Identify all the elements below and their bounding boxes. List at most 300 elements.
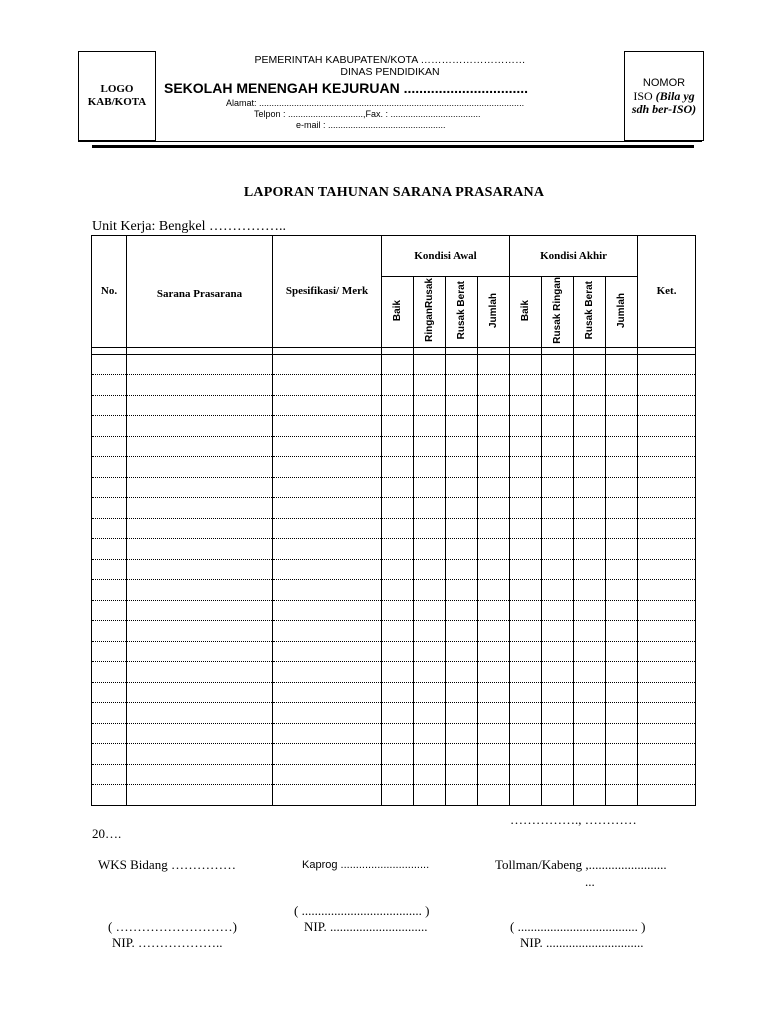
table-cell [127, 477, 273, 498]
table-cell [638, 785, 696, 806]
table-cell [542, 580, 574, 601]
table-cell [638, 498, 696, 519]
report-title: LAPORAN TAHUNAN SARANA PRASARANA [243, 185, 545, 200]
table-cell [638, 662, 696, 683]
year-line: 20…. [92, 826, 122, 841]
table-cell [606, 744, 638, 765]
table-cell [574, 662, 606, 683]
unit-kerja-label: Unit Kerja: Bengkel …………….. [92, 219, 287, 234]
table-cell [127, 785, 273, 806]
table-cell [478, 703, 510, 724]
table-cell [606, 375, 638, 396]
table-cell [510, 559, 542, 580]
table-cell [446, 559, 478, 580]
table-cell [606, 703, 638, 724]
table-cell [510, 785, 542, 806]
table-cell [414, 703, 446, 724]
kaprog-label: Kaprog ............................. [302, 859, 430, 871]
table-cell [127, 559, 273, 580]
iso-number-box [624, 51, 704, 141]
table-body [92, 347, 696, 805]
table-cell [510, 457, 542, 478]
table-cell [542, 723, 574, 744]
table-cell [510, 621, 542, 642]
table-cell [127, 457, 273, 478]
table-cell [542, 395, 574, 416]
email-line: e-mail : ............................................... [296, 120, 446, 130]
table-cell [606, 354, 638, 375]
table-cell [606, 457, 638, 478]
table-cell [127, 621, 273, 642]
table-row [92, 477, 696, 498]
table-cell [510, 518, 542, 539]
table-cell [92, 785, 127, 806]
table-cell [127, 723, 273, 744]
table-cell [273, 498, 382, 519]
table-row [92, 764, 696, 785]
table-row [92, 744, 696, 765]
table-cell [273, 539, 382, 560]
table-cell [414, 436, 446, 457]
table-row [92, 416, 696, 437]
table-cell [273, 600, 382, 621]
header-rule-thin [78, 141, 702, 142]
table-cell [414, 641, 446, 662]
table-cell [574, 375, 606, 396]
table-cell [478, 498, 510, 519]
table-cell [414, 559, 446, 580]
table-cell [382, 621, 414, 642]
table-cell [92, 518, 127, 539]
table-cell [606, 477, 638, 498]
table-cell [542, 764, 574, 785]
table-cell [92, 477, 127, 498]
table-cell [542, 703, 574, 724]
table-cell [92, 641, 127, 662]
table-cell [478, 375, 510, 396]
table-cell [446, 436, 478, 457]
department-line: DINAS PENDIDIKAN [340, 66, 440, 78]
table-cell [446, 395, 478, 416]
table-cell [478, 764, 510, 785]
table-cell [382, 498, 414, 519]
table-cell [542, 559, 574, 580]
table-cell [510, 539, 542, 560]
government-line: PEMERINTAH KABUPATEN/KOTA ………………………… [254, 54, 526, 66]
table-cell [446, 662, 478, 683]
signature-mid-paren: ( ..................................... ) [294, 903, 430, 918]
table-cell [606, 682, 638, 703]
table-cell [92, 416, 127, 437]
header-akhir-rusak-berat: Rusak Berat [574, 277, 606, 348]
table-cell [478, 539, 510, 560]
header-spesifikasi: Spesifikasi/ Merk [273, 236, 382, 348]
header-sarana: Sarana Prasarana [127, 236, 273, 348]
table-cell [446, 375, 478, 396]
table-cell [92, 703, 127, 724]
table-cell [542, 682, 574, 703]
table-cell [574, 641, 606, 662]
table-cell [574, 703, 606, 724]
table-cell [273, 682, 382, 703]
table-cell [273, 662, 382, 683]
table-cell [446, 764, 478, 785]
table-cell [606, 641, 638, 662]
table-cell [638, 600, 696, 621]
table-cell [478, 518, 510, 539]
table-cell [542, 662, 574, 683]
table-cell [510, 354, 542, 375]
nip-left: NIP. ……………….. [112, 935, 223, 950]
table-cell [127, 416, 273, 437]
table-cell [574, 559, 606, 580]
table-cell [446, 354, 478, 375]
header-no: No. [92, 236, 127, 348]
table-cell [478, 662, 510, 683]
table-cell [382, 723, 414, 744]
table-row [92, 641, 696, 662]
table-cell [510, 395, 542, 416]
table-cell [446, 498, 478, 519]
table-cell [273, 764, 382, 785]
table-cell [478, 416, 510, 437]
table-cell [92, 764, 127, 785]
table-cell [414, 621, 446, 642]
table-cell [478, 395, 510, 416]
table-cell [606, 498, 638, 519]
table-cell [606, 785, 638, 806]
table-cell [606, 395, 638, 416]
table-cell [638, 395, 696, 416]
table-cell [574, 518, 606, 539]
table-cell [638, 416, 696, 437]
table-cell [574, 580, 606, 601]
table-cell [478, 580, 510, 601]
table-cell [382, 662, 414, 683]
table-cell [92, 395, 127, 416]
table-cell [446, 703, 478, 724]
table-cell [606, 559, 638, 580]
table-row [92, 498, 696, 519]
table-cell [127, 395, 273, 416]
table-cell [382, 764, 414, 785]
table-cell [638, 764, 696, 785]
table-cell [606, 580, 638, 601]
table-cell [638, 436, 696, 457]
table-cell [510, 375, 542, 396]
table-cell [542, 621, 574, 642]
table-cell [92, 662, 127, 683]
table-cell [414, 416, 446, 437]
table-cell [478, 744, 510, 765]
table-cell [574, 477, 606, 498]
table-cell [638, 518, 696, 539]
table-cell [273, 559, 382, 580]
table-cell [414, 682, 446, 703]
table-cell [382, 354, 414, 375]
header-rule-thick [92, 145, 694, 148]
table-cell [92, 457, 127, 478]
table-cell [574, 682, 606, 703]
table-cell [638, 457, 696, 478]
table-cell [574, 764, 606, 785]
table-cell [446, 723, 478, 744]
table-cell [510, 436, 542, 457]
table-cell [273, 477, 382, 498]
table-cell [127, 354, 273, 375]
table-cell [638, 580, 696, 601]
table-cell [273, 723, 382, 744]
table-cell [127, 641, 273, 662]
table-cell [446, 785, 478, 806]
table-cell [127, 518, 273, 539]
table-cell [414, 723, 446, 744]
table-cell [414, 744, 446, 765]
table-cell [414, 518, 446, 539]
table-cell [273, 580, 382, 601]
table-cell [542, 600, 574, 621]
table-cell [638, 354, 696, 375]
table-cell [574, 723, 606, 744]
table-cell [446, 641, 478, 662]
table-cell [510, 764, 542, 785]
table-cell [414, 600, 446, 621]
table-cell [127, 703, 273, 724]
table-cell [638, 375, 696, 396]
school-name: SEKOLAH MENENGAH KEJURUAN ................................ [164, 80, 529, 96]
table-cell [542, 744, 574, 765]
table-cell [542, 477, 574, 498]
table-row [92, 785, 696, 806]
table-cell [127, 436, 273, 457]
header-awal-jumlah: Jumlah [478, 277, 510, 348]
table-cell [127, 764, 273, 785]
nip-mid: NIP. .............................. [304, 919, 428, 934]
table-cell [414, 354, 446, 375]
table-cell [382, 518, 414, 539]
inventory-table [91, 235, 696, 806]
table-cell [478, 621, 510, 642]
table-cell [478, 785, 510, 806]
table-cell [542, 436, 574, 457]
header-awal-baik: Baik [382, 277, 414, 348]
table-cell [574, 498, 606, 519]
table-cell [478, 641, 510, 662]
table-cell [273, 703, 382, 724]
table-cell [92, 436, 127, 457]
table-cell [478, 723, 510, 744]
table-cell [510, 641, 542, 662]
table-cell [382, 744, 414, 765]
table-cell [273, 436, 382, 457]
iso-note-2: sdh ber-ISO) [631, 101, 697, 116]
table-cell [382, 682, 414, 703]
table-cell [638, 641, 696, 662]
table-row [92, 621, 696, 642]
header-awal-ringan-rusak: RinganRusak [414, 277, 446, 348]
table-cell [574, 416, 606, 437]
header-awal-rusak-berat: Rusak Berat [446, 277, 478, 348]
table-cell [542, 785, 574, 806]
table-cell [542, 354, 574, 375]
table-row [92, 518, 696, 539]
phone-fax-line: Telpon : ..............................,Fax. : .................................... [254, 109, 481, 119]
header-akhir-rusak-ringan: Rusak Ringan [542, 277, 574, 348]
table-cell [273, 621, 382, 642]
iso-note-1: ISO (Bila yg [633, 88, 695, 103]
table-cell [414, 375, 446, 396]
table-cell [382, 580, 414, 601]
table-cell [414, 457, 446, 478]
table-cell [446, 518, 478, 539]
table-row [92, 354, 696, 375]
table-cell [92, 375, 127, 396]
table-cell [542, 641, 574, 662]
table-cell [414, 539, 446, 560]
table-row [92, 662, 696, 683]
table-cell [127, 682, 273, 703]
table-cell [606, 518, 638, 539]
table-cell [273, 785, 382, 806]
table-cell [574, 600, 606, 621]
table-cell [478, 457, 510, 478]
table-cell [606, 416, 638, 437]
table-cell [510, 416, 542, 437]
table-cell [92, 723, 127, 744]
table-cell [92, 682, 127, 703]
table-cell [414, 395, 446, 416]
table-cell [92, 621, 127, 642]
table-cell [638, 559, 696, 580]
table-cell [382, 375, 414, 396]
table-cell [510, 703, 542, 724]
table-cell [127, 662, 273, 683]
table-cell [414, 580, 446, 601]
wks-bidang-label: WKS Bidang …………… [98, 857, 236, 872]
table-cell [382, 559, 414, 580]
date-place-line: ……………., ………… [510, 812, 637, 827]
table-cell [510, 662, 542, 683]
table-cell [382, 539, 414, 560]
header-ket: Ket. [638, 236, 696, 348]
table-cell [414, 785, 446, 806]
table-cell [638, 539, 696, 560]
table-cell [574, 354, 606, 375]
table-cell [273, 416, 382, 437]
table-row [92, 395, 696, 416]
table-cell [382, 436, 414, 457]
table-cell [92, 498, 127, 519]
table-cell [446, 416, 478, 437]
table-cell [510, 723, 542, 744]
logo-subtext: KAB/KOTA [87, 96, 147, 108]
table-cell [446, 457, 478, 478]
table-cell [446, 744, 478, 765]
table-cell [92, 559, 127, 580]
table-cell [382, 477, 414, 498]
table-cell [606, 436, 638, 457]
table-cell [478, 682, 510, 703]
table-cell [638, 682, 696, 703]
table-cell [606, 662, 638, 683]
table-cell [510, 744, 542, 765]
table-cell [92, 744, 127, 765]
table-cell [273, 354, 382, 375]
table-cell [127, 539, 273, 560]
table-cell [92, 354, 127, 375]
table-cell [446, 539, 478, 560]
header-akhir-jumlah: Jumlah [606, 277, 638, 348]
address-line: Alamat: .......................................................................................................... [226, 98, 525, 108]
table-cell [127, 375, 273, 396]
table-cell [273, 375, 382, 396]
table-cell [542, 457, 574, 478]
tollman-continued: ... [585, 874, 595, 889]
table-cell [542, 416, 574, 437]
table-cell [574, 395, 606, 416]
table-cell [510, 477, 542, 498]
table-cell [414, 477, 446, 498]
table-cell [127, 580, 273, 601]
table-cell [574, 744, 606, 765]
table-cell [382, 395, 414, 416]
table-cell [273, 457, 382, 478]
table-cell [510, 682, 542, 703]
table-cell [414, 498, 446, 519]
tollman-kabeng-label: Tollman/Kabeng ,........................ [495, 857, 667, 872]
header-akhir-baik: Baik [510, 277, 542, 348]
table-cell [638, 703, 696, 724]
table-cell [414, 662, 446, 683]
table-cell [510, 580, 542, 601]
table-cell [606, 723, 638, 744]
table-row [92, 703, 696, 724]
table-cell [92, 539, 127, 560]
table-cell [446, 621, 478, 642]
table-cell [127, 600, 273, 621]
table-cell [638, 723, 696, 744]
table-cell [446, 600, 478, 621]
table-cell [510, 498, 542, 519]
table-cell [606, 764, 638, 785]
table-cell [638, 477, 696, 498]
table-cell [574, 621, 606, 642]
table-cell [638, 744, 696, 765]
table-cell [606, 539, 638, 560]
table-cell [446, 477, 478, 498]
table-cell [273, 395, 382, 416]
table-cell [478, 559, 510, 580]
table-row [92, 600, 696, 621]
table-row [92, 580, 696, 601]
table-cell [446, 580, 478, 601]
table-cell [574, 436, 606, 457]
signature-left-paren: ( ………………………) [108, 919, 237, 934]
table-row [92, 539, 696, 560]
table-cell [542, 498, 574, 519]
table-row [92, 436, 696, 457]
table-cell [606, 600, 638, 621]
table-cell [478, 600, 510, 621]
table-cell [382, 457, 414, 478]
table-cell [273, 744, 382, 765]
logo-text: LOGO [100, 83, 134, 95]
table-cell [127, 744, 273, 765]
table-cell [414, 764, 446, 785]
logo-placeholder [78, 51, 156, 141]
table-cell [92, 580, 127, 601]
signature-right-paren: ( ..................................... ) [510, 919, 646, 934]
